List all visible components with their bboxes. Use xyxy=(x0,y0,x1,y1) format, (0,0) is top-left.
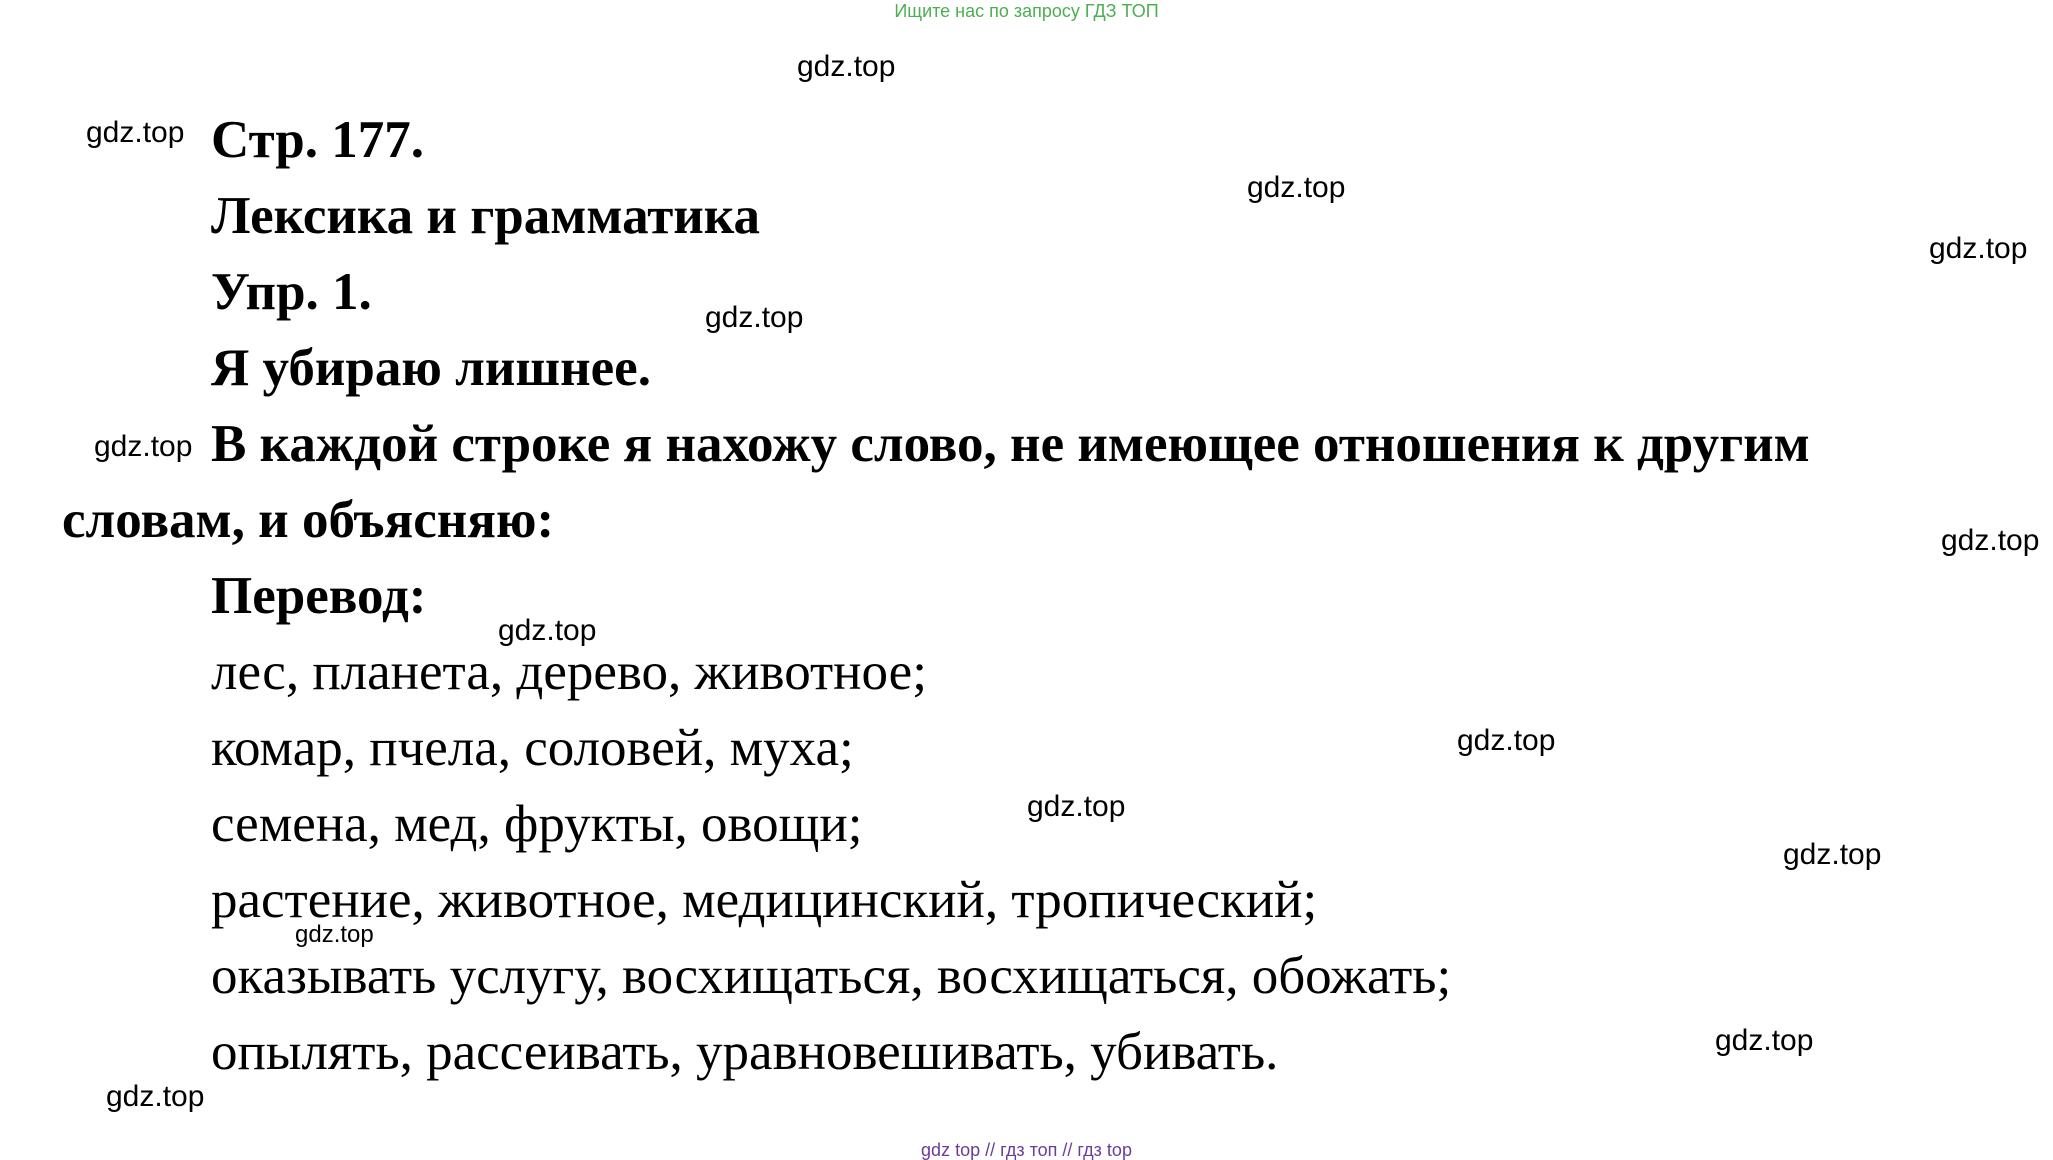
watermark: gdz.top xyxy=(1929,232,2028,265)
watermark: gdz.top xyxy=(1247,171,1346,204)
watermark: gdz.top xyxy=(1457,724,1556,757)
watermark: gdz.top xyxy=(705,301,804,334)
instruction-line-1: В каждой строке я нахожу слово, не имеющее отношения к другим xyxy=(211,415,1810,473)
word-line-1: лес, планета, дерево, животное; xyxy=(211,643,927,701)
watermark: gdz.top xyxy=(1715,1024,1814,1057)
watermark: gdz.top xyxy=(1941,524,2040,557)
page-number: Стр. 177. xyxy=(211,111,424,169)
watermark: gdz.top xyxy=(1783,838,1882,871)
word-line-6: опылять, рассеивать, уравновешивать, убивать. xyxy=(211,1023,1279,1081)
exercise-number: Упр. 1. xyxy=(211,263,372,321)
instruction-line-2: словам, и объясняю: xyxy=(62,491,555,549)
watermark: gdz.top xyxy=(106,1080,205,1113)
watermark: gdz.top xyxy=(94,430,193,463)
task-title: Я убираю лишнее. xyxy=(211,339,651,397)
watermark: gdz.top xyxy=(797,50,896,83)
word-line-5: оказывать услугу, восхищаться, восхищаться, обожать; xyxy=(211,947,1452,1005)
translation-label: Перевод: xyxy=(211,567,427,625)
watermark: gdz.top xyxy=(86,116,185,149)
watermark: gdz.top xyxy=(1027,790,1126,823)
watermark-small: gdz.top xyxy=(295,921,374,948)
word-line-2: комар, пчела, соловей, муха; xyxy=(211,719,854,777)
word-line-3: семена, мед, фрукты, овощи; xyxy=(211,795,863,853)
top-banner: Ищите нас по запросу ГДЗ ТОП xyxy=(894,1,1159,21)
word-line-4: растение, животное, медицинский, тропический; xyxy=(211,871,1318,929)
watermark: gdz.top xyxy=(498,614,597,647)
bottom-banner: gdz top // гдз топ // гдз top xyxy=(921,1140,1132,1160)
section-title: Лексика и грамматика xyxy=(211,187,761,245)
